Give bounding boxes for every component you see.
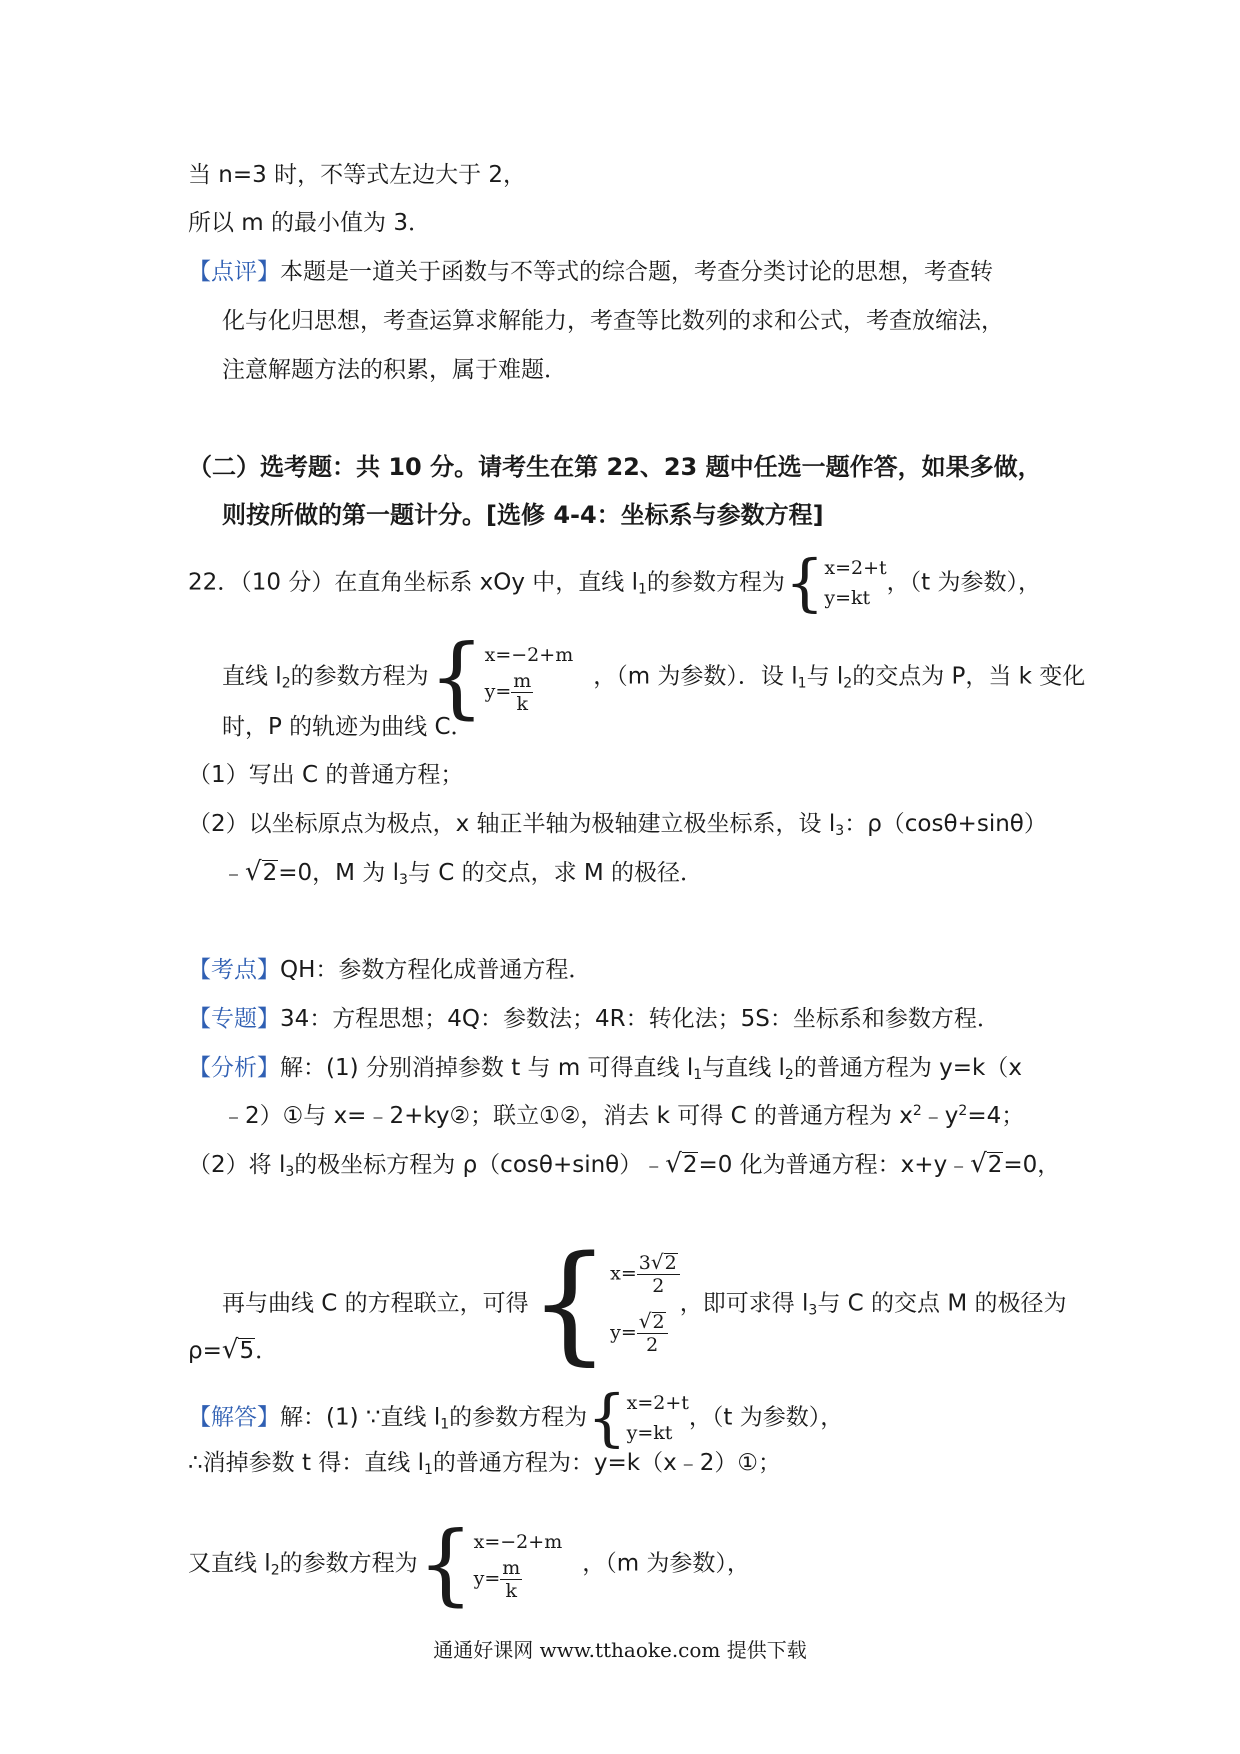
answer-line: 又直线 $l_2$的参数方程为 { x=−2+m y= $\frac{m}{k}$ ，（m 为参数）， [188, 1512, 750, 1615]
section-heading: （二）选考题：共 10 分。请考生在第 22、23 题中任选一题作答，如果多做， [188, 453, 1042, 481]
page-footer: 通通好课网 www.tthaoke.com 提供下载 [433, 1638, 807, 1662]
text: 本题是一道关于函数与不等式的综合题，考查分类讨论的思想，考查转 [280, 259, 993, 285]
text-line: 时，P 的轨迹为曲线 C． [222, 714, 474, 740]
equation-system: { x=2+t y=kt [587, 1381, 689, 1454]
answer-tag: 【解答】 [188, 1404, 280, 1431]
equation-system: { x= 3 √ 2 2 y= √ 2 2 [529, 1240, 680, 1368]
analysis-line: （2）将 $l_3$的极坐标方程为 ρ（cosθ+sinθ）﹣ √ 2 =0 化为普通方程：x+y﹣ √ 2 =0， [188, 1149, 1061, 1180]
text-line: （1）写出 C 的普通方程； [188, 762, 464, 788]
text-line: 当 n=3 时，不等式左边大于 2， [188, 162, 527, 188]
text-line: 注意解题方法的积累，属于难题． [222, 357, 567, 383]
text-line: 化与化归思想，考查运算求解能力，考查等比数列的求和公式，考查放缩法， [222, 308, 1004, 334]
text: 直线 l [222, 663, 282, 690]
fraction: √ 2 2 [637, 1311, 668, 1356]
analysis-line: ﹣2）①与 x=﹣2+ky②；联立①②，消去 k 可得 C 的普通方程为 $x^2﹣y^2=4$； [222, 1103, 1025, 1129]
equation: x=−2+m [484, 643, 574, 666]
comment-tag: 【点评】 [188, 259, 280, 285]
keypoint-line: 【考点】QH：参数方程化成普通方程． [188, 957, 592, 983]
subscript: 1 [638, 581, 647, 598]
question-line: 直线 $l_2$的参数方程为 { x=−2+m y= $\frac{m}{k}$ ，（m 为参数）．设 $l_1$与 $l_2$的交点为 P，当 k 变化 [222, 625, 1086, 728]
text: 的参数方程为 [646, 569, 785, 596]
equation: y=kt [824, 587, 871, 609]
fraction: $\frac{m}{k}$ [513, 669, 532, 715]
section-heading: 则按所做的第一题计分。[选修 4-4：坐标系与参数方程] [222, 501, 824, 529]
text-line: ﹣ √ 2 =0，M 为 $l_3$与 C 的交点，求 M 的极径． [222, 857, 704, 888]
analysis-line: 再与曲线 C 的方程联立，可得 { x= 3 √ 2 2 y= √ 2 2 ，即可求得 $l_3$与 C 的交点 M 的极径为 [222, 1229, 1067, 1378]
text-line: 所以 m 的最小值为 3． [188, 210, 431, 236]
topic-tag: 【专题】 [188, 1006, 280, 1032]
answer-line: ∴消掉参数 t 得：直线 $l_1$的普通方程为：y=k（x﹣2）①； [188, 1450, 781, 1478]
equation-system: { x=2+t y=kt [784, 546, 887, 619]
keypoint-tag: 【考点】 [188, 957, 280, 983]
answer-line: 【解答】解：(1) ∵直线 $l_1$的参数方程为 { x=2+t y=kt ，（t 为参数）， [188, 1381, 844, 1454]
equation: x=2+t [824, 557, 887, 579]
equation-system: { x=−2+m y= $\frac{m}{k}$ [428, 625, 574, 728]
subscript: 2 [281, 675, 291, 692]
text: 的参数方程为 [290, 663, 429, 690]
sqrt: √ 2 [245, 857, 278, 887]
text: 的交点为 P，当 k 变化 [852, 663, 1086, 690]
analysis-line: 【分析】解：(1) 分别消掉参数 t 与 m 可得直线 $l_1$与直线 $l_2$的普通方程为 y=k（x [188, 1055, 1022, 1083]
equation: y= [484, 680, 512, 702]
text: ，（t 为参数）， [886, 569, 1041, 596]
text: ，（m 为参数）．设 l [593, 663, 798, 690]
fraction: 3 √ 2 2 [637, 1252, 680, 1297]
equation-system: { x=−2+m y= $\frac{m}{k}$ [417, 1512, 563, 1615]
text: 22．（10 分）在直角坐标系 xOy 中，直线 l [188, 569, 638, 596]
text: 与 l [806, 663, 844, 690]
analysis-line: ρ= √ 5 ． [188, 1335, 279, 1365]
topic-line: 【专题】34：方程思想；4Q：参数法；4R：转化法；5S：坐标系和参数方程． [188, 1006, 1000, 1032]
comment-paragraph [188, 257, 993, 287]
question-line [188, 546, 1041, 619]
analysis-tag: 【分析】 [188, 1055, 280, 1081]
text-line: （2）以坐标原点为极点，x 轴正半轴为极轴建立极坐标系，设 $l_3$：ρ（cosθ+sinθ） [188, 811, 1047, 839]
